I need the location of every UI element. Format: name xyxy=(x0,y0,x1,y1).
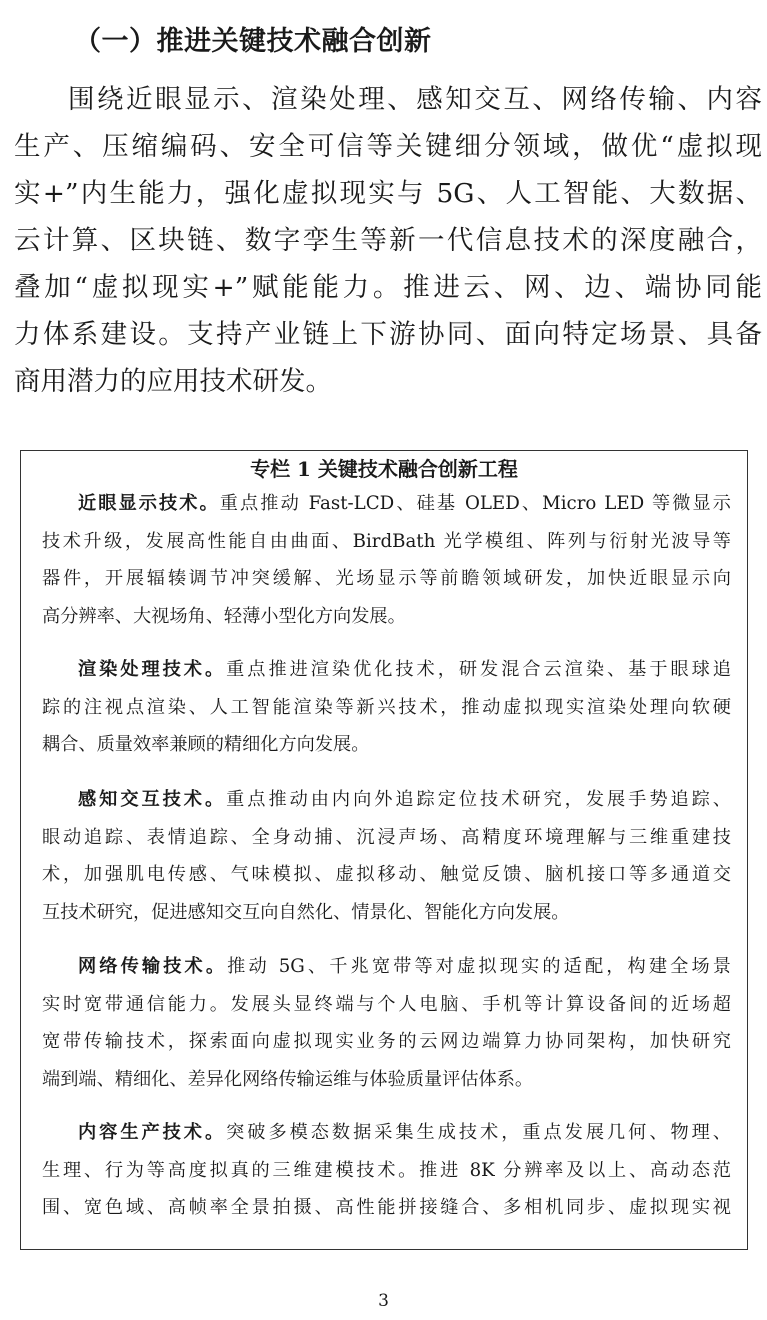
lead-line: 叠加“虚拟现实+”赋能能力。推进云、网、边、端协同能 xyxy=(14,272,762,303)
paragraph-line: 实时宽带通信能力。发展头显终端与个人电脑、手机等计算设备间的近场超 xyxy=(42,993,731,1015)
paragraph-line: 高分辨率、大视场角、轻薄小型化方向发展。 xyxy=(42,605,406,627)
lead-line: 围绕近眼显示、渲染处理、感知交互、网络传输、内容 xyxy=(68,84,762,115)
lead-line: 生产、压缩编码、安全可信等关键细分领域，做优“虚拟现 xyxy=(14,131,762,162)
paragraph-perception-interaction xyxy=(42,781,731,931)
paragraph-line: 围、宽色域、高帧率全景拍摄、高性能拼接缝合、多相机同步、虚拟现实视 xyxy=(42,1197,731,1218)
paragraph-keyword: 网络传输技术。 xyxy=(78,956,228,977)
paragraph-text: 重点推动由内向外追踪定位技术研究，发展手势追踪、 xyxy=(226,789,731,810)
paragraph-text: 重点推进渲染优化技术，研发混合云渲染、基于眼球追 xyxy=(226,659,731,680)
paragraph-line: 互技术研究，促进感知交互向自然化、情景化、智能化方向发展。 xyxy=(42,901,570,923)
paragraph-line: 端到端、精细化、差异化网络传输运维与体验质量评估体系。 xyxy=(42,1068,534,1090)
paragraph-text: 突破多模态数据采集生成技术，重点发展几何、物理、 xyxy=(226,1122,731,1143)
lead-line: 实+”内生能力，强化虚拟现实与 5G、人工智能、大数据、 xyxy=(14,178,762,209)
lead-paragraph xyxy=(14,76,762,405)
paragraph-line: 耦合、质量效率兼顾的精细化方向发展。 xyxy=(42,734,370,755)
column-box-title: 专栏 1 关键技术融合创新工程 xyxy=(250,457,518,481)
paragraph-line xyxy=(42,781,731,819)
column-box xyxy=(20,450,748,1250)
paragraph-line xyxy=(42,948,731,986)
paragraph-line xyxy=(42,485,731,523)
paragraph-network-transmission xyxy=(42,948,731,1098)
lead-line: 力体系建设。支持产业链上下游协同、面向特定场景、具备 xyxy=(14,319,762,350)
paragraph-text: 重点推动 Fast-LCD、硅基 OLED、Micro LED 等微显示 xyxy=(219,493,731,514)
paragraph-line: 器件，开展辐辏调节冲突缓解、光场显示等前瞻领域研发，加快近眼显示向 xyxy=(42,568,731,589)
paragraph-line: 术，加强肌电传感、气味模拟、虚拟移动、触觉反馈、脑机接口等多通道交 xyxy=(42,864,731,885)
paragraph-line: 技术升级，发展高性能自由曲面、BirdBath 光学模组、阵列与衍射光波导等 xyxy=(42,530,731,552)
paragraph-keyword: 渲染处理技术。 xyxy=(78,659,227,680)
paragraph-text: 推动 5G、千兆宽带等对虚拟现实的适配，构建全场景 xyxy=(227,956,731,977)
paragraph-keyword: 内容生产技术。 xyxy=(78,1122,227,1143)
paragraph-line: 宽带传输技术，探索面向虚拟现实业务的云网边端算力协同架构，加快研究 xyxy=(42,1031,731,1052)
paragraph-keyword: 感知交互技术。 xyxy=(78,789,227,810)
paragraph-line xyxy=(42,651,731,689)
paragraph-line: 眼动追踪、表情追踪、全身动捕、沉浸声场、高精度环境理解与三维重建技 xyxy=(42,826,731,848)
lead-line: 云计算、区块链、数字孪生等新一代信息技术的深度融合， xyxy=(14,225,762,256)
section-heading: （一）推进关键技术融合创新 xyxy=(74,26,432,57)
paragraph-line xyxy=(42,1114,731,1152)
lead-line: 商用潜力的应用技术研发。 xyxy=(14,366,332,397)
page-number: 3 xyxy=(378,1291,389,1311)
paragraph-line: 踪的注视点渲染、人工智能渲染等新兴技术，推动虚拟现实渲染处理向软硬 xyxy=(42,696,731,718)
paragraph-keyword: 近眼显示技术。 xyxy=(78,493,220,514)
paragraph-rendering xyxy=(42,651,731,764)
paragraph-near-eye-display xyxy=(42,485,731,635)
paragraph-line: 生理、行为等高度拟真的三维建模技术。推进 8K 分辨率及以上、高动态范 xyxy=(42,1159,731,1181)
paragraph-content-production xyxy=(42,1114,731,1227)
